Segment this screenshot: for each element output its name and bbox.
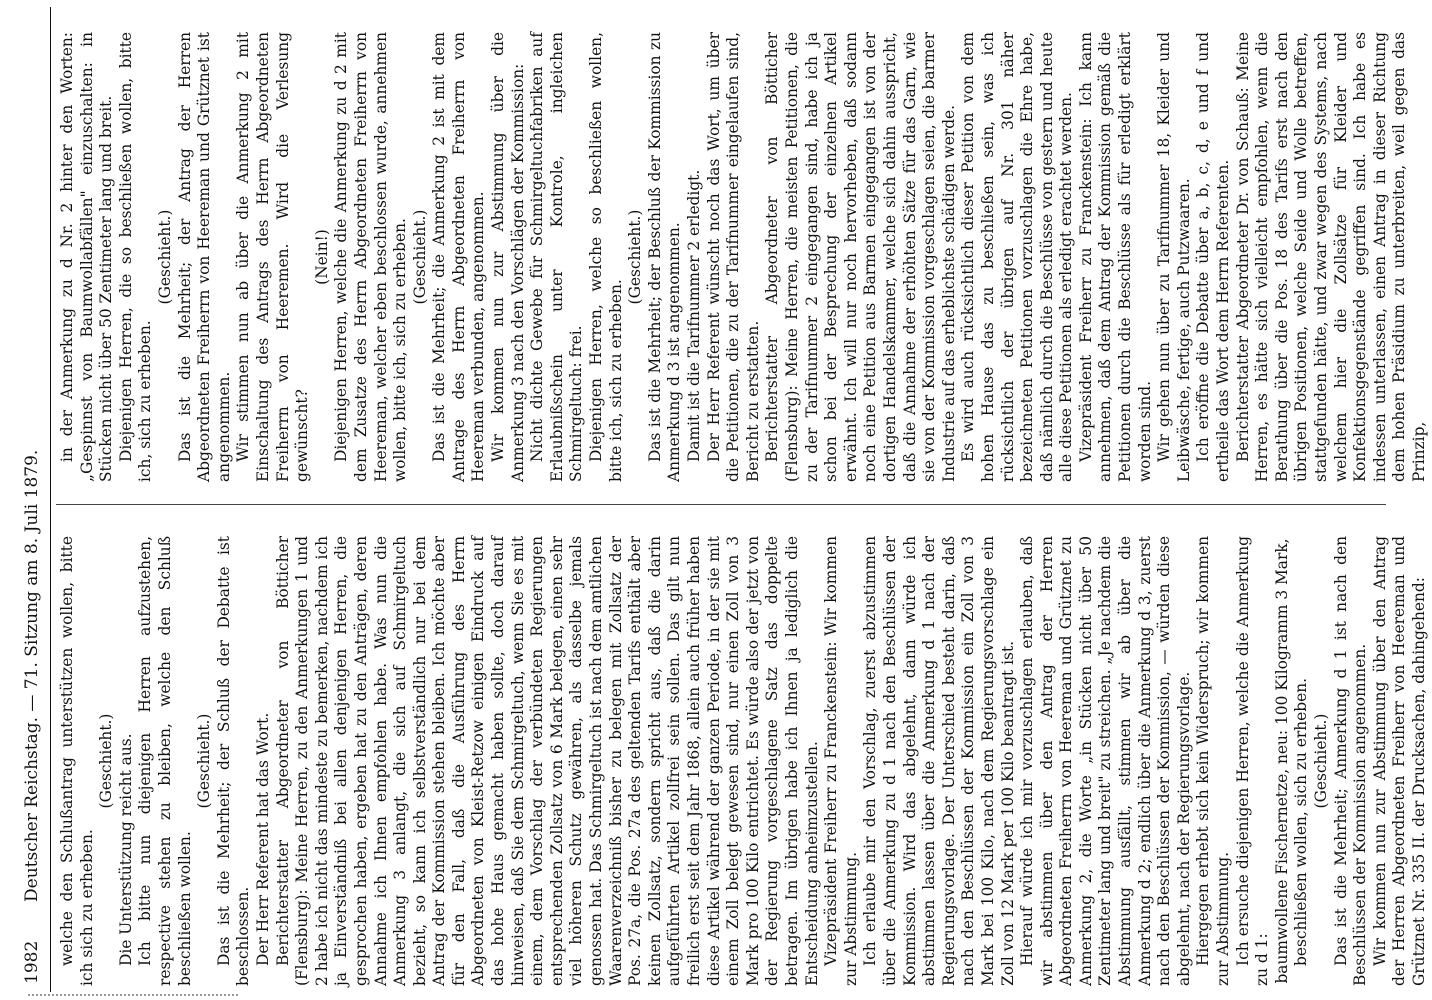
- paragraph: Hiergegen erhebt sich kein Widerspruch; wir kommen zur Abstimmung.: [1194, 536, 1233, 986]
- paragraph: Das ist die Mehrheit; der Schluß der Debatte ist beschlossen.: [214, 536, 253, 986]
- paragraph: Diejenigen Herren, welche die Anmerkung zu d 2 mit dem Zusatze des Herrn Abgeordneten Freiherrn von Heereman, welcher eben beschlossen wurde, annehmen wollen, bitte ich, sich zu erheben.: [332, 32, 410, 482]
- paragraph: Diejenigen Herren, welche so beschließen wollen, bitte ich, sich zu erheben.: [587, 32, 625, 482]
- page-number: 1982: [22, 940, 42, 984]
- paragraph: Diejenigen Herren, die so beschließen wollen, bitte ich, sich zu erheben.: [116, 32, 155, 482]
- paragraph: Wir stimmen nun ab über die Anmerkung 2 mit Einschaltung des Antrags des Herrn Abgeordneten Freiherrn von Heeremen. Wird die Verlesung gewünscht?: [234, 32, 312, 482]
- paragraph: Das ist die Mehrheit; die Anmerkung 2 ist mit dem Antrage des Herrn Abgeordneten Freiherrn von Heereman verbunden, angenommen.: [430, 32, 488, 482]
- paragraph: welche den Schlußantrag unterstützen wollen, bitte ich sich zu erheben.: [58, 536, 96, 986]
- paragraph: Ich eröffne die Debatte über a, b, c, d, e und f und ertheile das Wort dem Herrn Referenten.: [1194, 32, 1233, 482]
- right-text-column: [58, 32, 1430, 482]
- page-header: [16, 7, 51, 992]
- paragraph: Ich ersuche diejenigen Herren, welche die Anmerkung zu d 1:: [1233, 536, 1272, 986]
- paragraph: Die Unterstützung reicht aus.: [116, 733, 135, 966]
- paragraph: Das ist die Mehrheit; der Beschluß der Kommission zu Anmerkung d 3 ist angenommen.: [645, 32, 684, 482]
- paragraph: Ich bitte nun diejenigen Herren aufzustehen, respective stehen zu bleiben, welche den Schluß beschließen wollen.: [136, 536, 194, 986]
- paragraph: Wir kommen nun zur Abstimmung über den Antrag der Herren Abgeordneten Freiherr von Heereman und Grütznet Nr. 335 II. der Drucksachen, dahingehend:: [1370, 536, 1428, 986]
- paragraph: Berichterstatter Abgeordneter von Bötticher (Flensburg): Meine Herren, die meisten Petitionen, die zu der Tarifnummer 2 eingegangen sind, habe ich ja schon bei der Besprechung der einzelnen Artikel erwähnt. Ich will nur noch hervorheben, daß sodann noch eine Petition aus Barmen eingegangen ist von der dortigen Handelskammer, welche sich dahin ausspricht, daß die Annahme der erhöhten Sätze für das Garn, wie sie von der Kommission vorgeschlagen seien, die barmer Industrie auf das erheblichste schädigen werde.: [763, 32, 958, 482]
- paragraph: Damit ist die Tarifnummer 2 erledigt.: [685, 169, 703, 462]
- page-running-title: Deutscher Reichstag. — 71. Sitzung am 8. Juli 1879.: [22, 449, 42, 902]
- paragraph: Vizepräsident Freiherr zu Franckenstein: Wir kommen zur Abstimmung.: [822, 536, 860, 986]
- paragraph: (Geschieht.): [195, 713, 214, 809]
- column-divider: [56, 504, 1386, 505]
- paragraph: (Nein!): [312, 229, 331, 285]
- paragraph: Berichterstatter Abgeordneter Dr. von Schauß: Meine Herren, es hätte sich vielleicht empfohlen, wenn die Berathung über die Pos. 18 des Tarifs erst nach den übrigen Positionen, welche Seide und Wolle betreffen, stattgefunden hätte, und zwar wegen des Systems, nach welchem hier die Zollsätze für Kleider und Konfektionsgegenstände gegriffen sind. Ich habe es indessen unterlassen, einen Antrag in dieser Richtung dem hohen Präsidium zu unterbreiten, weil gegen das Prinzip,: [1233, 32, 1428, 482]
- paragraph: (Geschieht.): [626, 209, 645, 305]
- left-text-column: [58, 536, 1430, 986]
- paragraph: (Geschieht.): [97, 713, 116, 809]
- paragraph: beschließen wollen, sich zu erheben.: [1292, 677, 1311, 966]
- paragraph: Der Herr Referent hat das Wort.: [253, 712, 272, 966]
- paragraph: Das ist die Mehrheit; Anmerkung d 1 ist nach den Beschlüssen der Kommission angenommen.: [1331, 536, 1370, 986]
- paragraph: Es wird auch rücksichtlich dieser Petition von dem hohen Hause das zu beschließen sein, was ich rücksichtlich der übrigen auf Nr. 301 näher bezeichneten Petitionen vorzuschlagen die Ehre habe, daß nämlich durch die Beschlüsse von gestern und heute alle diese Petitionen als erledigt erachtet werden.: [959, 32, 1076, 482]
- paragraph: Hierauf würde ich mir vorzuschlagen erlauben, daß wir abstimmen über den Antrag der Herren Abgeordneten Freiherrn von Heereman und Grütznet zu Anmerkung 2, die Worte „in Stücken nicht über 50 Zentimeter lang und breit" zu streichen. „Je nachdem die Abstimmung ausfällt, stimmen wir ab über die Anmerkung d 2; endlich über die Anmerkung d 3, zuerst nach den Beschlüssen der Kommission, — würden diese abgelehnt, nach der Regierungsvorlage.: [1018, 536, 1193, 986]
- paragraph: (Geschieht.): [410, 209, 429, 305]
- paragraph: Das ist die Mehrheit; der Antrag der Herren Abgeordneten Freiherrn von Heereman und Grütznet ist angenommen.: [175, 32, 233, 482]
- rotated-document-page: [16, 7, 1428, 992]
- dfg-watermark: [1402, 8, 1424, 993]
- paragraph: (Geschieht.): [1312, 713, 1330, 809]
- paragraph: Ich erlaube mir den Vorschlag, zuerst abzustimmen über die Anmerkung zu d 1 nach den Beschlüssen der Kommission. Wird das abgelehnt, dann würde ich abstimmen lassen über die Anmerkung d 1 nach der Regierungsvorlage. Der Unterschied besteht darin, daß nach den Beschlüssen der Kommission ein Zoll von 3 Mark bei 100 Kilo, nach dem Regierungsvorschlage ein Zoll von 12 Mark per 100 Kilo beantragt ist.: [861, 536, 1017, 986]
- paragraph: Der Herr Referent wünscht noch das Wort, um über die Petitionen, die zu der Tarifnummer eingelaufen sind, Bericht zu erstatten.: [704, 32, 762, 482]
- paragraph: baumwollene Fischernetze, neu: 100 Kilogramm 3 Mark,: [1272, 538, 1291, 984]
- paragraph: Wir kommen nun zur Abstimmung über die Anmerkung 3 nach den Vorschlägen der Kommission:: [489, 32, 527, 482]
- scan-edge-mark: [28, 994, 238, 998]
- paragraph: Berichterstatter Abgeordneter von Bötticher (Flensburg): Meine Herren, zu den Anmerkungen 1 und 2 habe ich nicht das mindeste zu bemerken, nachdem ich ja Einverständniß bei allen denjenigen Herren, die gesprochen haben, ergeben hat zu den Anträgen, deren Annahme ich Ihnen empfohlen habe. Was nun die Anmerkung 3 anlangt, die sich auf Schmirgeltuch bezieht, so kann ich selbstverständlich nur bei dem Antrag der Kommission stehen bleiben. Ich möchte aber für den Fall, daß die Ausführung des Herrn Abgeordneten von Kleist-Retzow einigen Eindruck auf das hohe Haus gemacht haben sollte, doch darauf hinweisen, daß Sie dem Schmirgeltuch, wenn Sie es mit einem, dem Vorschlag der verbündeten Regierungen entsprechenden Zollsatz von 6 Mark belegen, einen sehr viel höheren Schutz gewähren, als dasselbe jemals genossen hat. Das Schmirgeltuch ist nach dem amtlichen Waarenverzeichniß bisher zu belegen mit Zollsatz der Pos. 27a, die Pos. 27a des geltenden Tarifs enthält aber keinen Zollsatz, sondern spricht aus, daß die darin aufgeführten Artikel zollfrei sein sollen. Das gilt nun freilich erst seit dem Jahr 1868, allein auch früher haben diese Artikel während der ganzen Periode, in der sie mit einem Zoll belegt gewesen sind, nur einen Zoll von 3 Mark pro 100 Kilo entrichtet. Es würde also der jetzt von der Regierung vorgeschlagene Satz das doppelte betragen. Im übrigen habe ich Ihnen ja lediglich die Entscheidung anheimzustellen.: [273, 536, 821, 986]
- paragraph: Vizepräsident Freiherr zu Franckenstein: Ich kann annehmen, daß dem Antrag der Kommission gemäß die Petitionen durch die Beschlüsse als für erledigt erklärt worden sind.: [1076, 32, 1154, 482]
- paragraph: Wir gehen nun über zu Tarifnummer 18, Kleider und Leibwäsche, fertige, auch Putzwaaren.: [1155, 32, 1193, 482]
- paragraph: in der Anmerkung zu d Nr. 2 hinter den Worten: „Gespinnst von Baumwollabfällen" einzuschalten: in Stücken nicht über 50 Zentimeter lang und breit.: [58, 32, 116, 482]
- paragraph: (Geschieht.): [155, 209, 174, 305]
- paragraph: Nicht dichte Gewebe für Schmirgeltuchfabriken auf Erlaubnißschein unter Kontrole, ingleichen Schmirgeltuch: frei.: [528, 32, 586, 482]
